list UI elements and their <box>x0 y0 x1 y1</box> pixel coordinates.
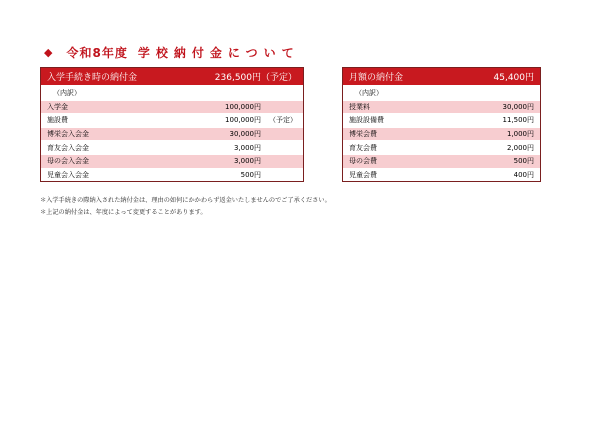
table-row <box>41 140 303 154</box>
fee-value: 100,000円 <box>225 116 261 125</box>
title-year: 令和8年度 <box>66 45 128 60</box>
fee-label: 育友会費 <box>349 143 377 152</box>
table-row <box>41 113 303 127</box>
monthly-fee-header-label: 月額の納付金 <box>349 73 404 83</box>
notes <box>40 195 331 219</box>
fee-value: 11,500円 <box>502 116 534 125</box>
fee-value: 30,000円 <box>229 130 261 139</box>
diamond-icon: ◆ <box>44 45 53 59</box>
table-row <box>343 140 540 154</box>
fee-label: 入学金 <box>47 102 68 111</box>
fee-value: 500円 <box>513 157 534 166</box>
fee-label: 博栄会費 <box>349 130 377 139</box>
entrance-fee-header-label: 入学手続き時の納付金 <box>47 73 138 83</box>
monthly-breakdown-label-row <box>343 86 540 100</box>
monthly-fee-total: 45,400円 <box>493 73 534 83</box>
monthly-breakdown-label: （内訳） <box>355 89 383 98</box>
table-row <box>343 113 540 127</box>
page-title <box>44 44 300 60</box>
monthly-fee-table <box>342 67 541 182</box>
fee-value: 30,000円 <box>502 102 534 111</box>
fee-value: 3,000円 <box>233 143 261 152</box>
table-row <box>343 168 540 182</box>
table-row <box>41 100 303 114</box>
fee-value: 2,000円 <box>506 143 534 152</box>
fee-value: 1,000円 <box>506 130 534 139</box>
table-row <box>41 168 303 182</box>
table-row <box>343 154 540 168</box>
title-subject: 学校納付金について <box>137 45 300 60</box>
table-row <box>343 100 540 114</box>
entrance-breakdown-label-row <box>41 86 303 100</box>
table-row <box>41 154 303 168</box>
fee-value: 500円 <box>240 170 261 179</box>
entrance-breakdown-label: （内訳） <box>53 89 81 98</box>
fee-note: （予定） <box>269 116 297 125</box>
fee-value: 400円 <box>513 170 534 179</box>
note-refund: ＊入学手続きの際納入された納付金は、理由の如何にかかわらず返金いたしませんのでご了承ください。 <box>40 197 331 204</box>
entrance-fee-total: 236,500円（予定） <box>214 73 297 83</box>
fee-value: 3,000円 <box>233 157 261 166</box>
fee-label: 児童会費 <box>349 170 377 179</box>
fee-label: 児童会入会金 <box>47 170 89 179</box>
entrance-fee-header <box>41 68 303 85</box>
table-row <box>343 127 540 141</box>
fee-value: 100,000円 <box>225 102 261 111</box>
fee-label: 施設設備費 <box>349 116 384 125</box>
fee-label: 施設費 <box>47 116 68 125</box>
monthly-fee-header <box>343 68 540 85</box>
fee-label: 博栄会入会金 <box>47 130 89 139</box>
table-row <box>41 127 303 141</box>
fee-label: 母の会入会金 <box>47 157 89 166</box>
note-change: ＊上記の納付金は、年度によって変更することがあります。 <box>40 209 207 216</box>
entrance-fee-table <box>40 67 304 182</box>
fee-label: 授業料 <box>349 102 370 111</box>
fee-label: 母の会費 <box>349 157 377 166</box>
fee-label: 育友会入会金 <box>47 143 89 152</box>
